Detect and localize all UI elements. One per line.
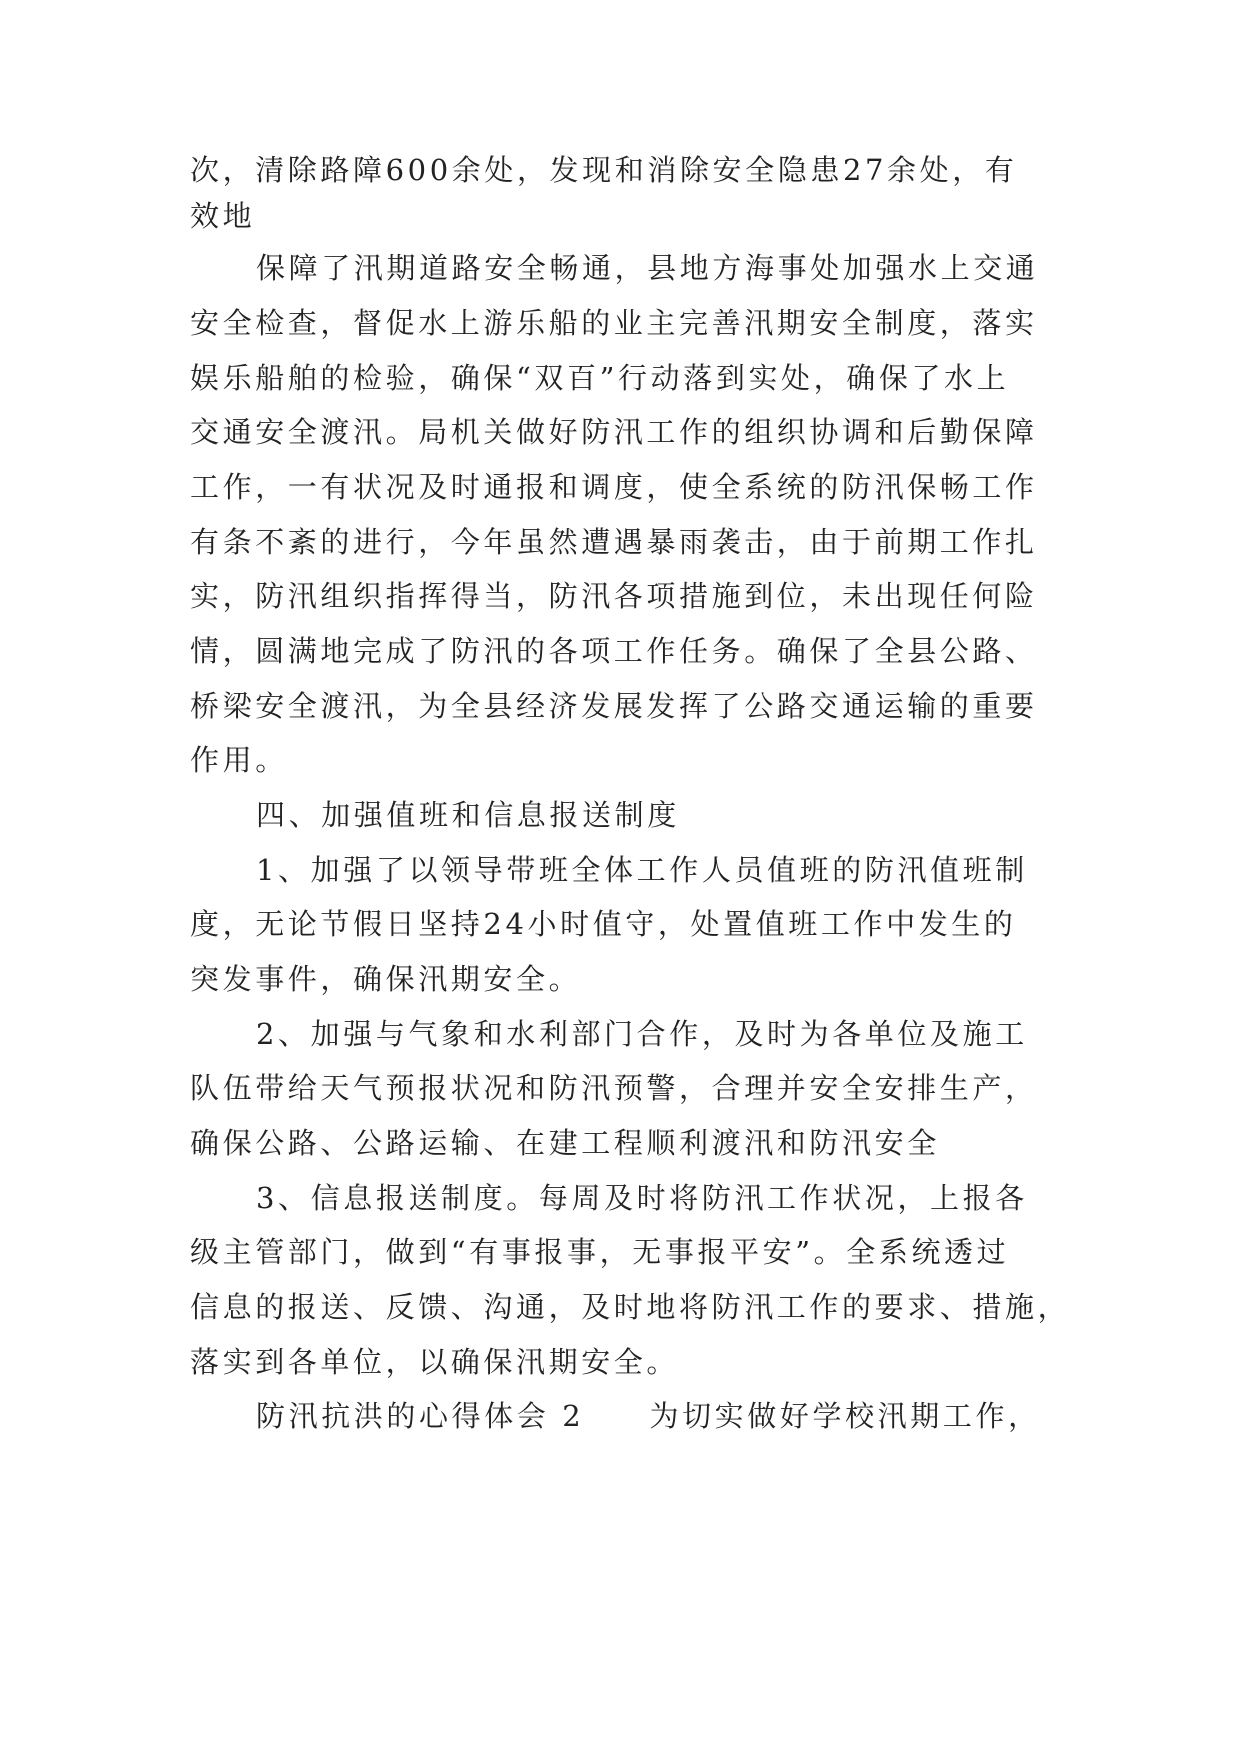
text-line: 作用。 xyxy=(190,743,288,777)
paragraph-start: 3、信息报送制度。每周及时将防汛工作状况，上报各 xyxy=(256,1181,1028,1215)
text-line: 效地 xyxy=(190,199,256,233)
text-line: 实，防汛组织指挥得当，防汛各项措施到位，未出现任何险 xyxy=(190,579,1038,613)
paragraph-start: 保障了汛期道路安全畅通，县地方海事处加强水上交通 xyxy=(256,251,1039,285)
text-line: 情，圆满地完成了防汛的各项工作任务。确保了全县公路、 xyxy=(190,634,1038,668)
text-line: 次，清除路障600余处，发现和消除安全隐患27余处，有 xyxy=(190,153,1018,187)
text-line: 娱乐船舶的检验，确保“双百”行动落到实处，确保了水上 xyxy=(190,361,1010,395)
paragraph-start: 2、加强与气象和水利部门合作，及时为各单位及施工 xyxy=(256,1017,1028,1051)
text-line: 落实到各单位，以确保汛期安全。 xyxy=(190,1345,680,1379)
text-line: 安全检查，督促水上游乐船的业主完善汛期安全制度，落实 xyxy=(190,306,1038,340)
text-line: 信息的报送、反馈、沟通，及时地将防汛工作的要求、措施， xyxy=(190,1290,1071,1324)
section-heading: 四、加强值班和信息报送制度 xyxy=(256,798,680,832)
text-line: 突发事件，确保汛期安全。 xyxy=(190,962,582,996)
text-line: 有条不紊的进行，今年虽然遭遇暴雨袭击，由于前期工作扎 xyxy=(190,525,1038,559)
text-line: 工作，一有状况及时通报和调度，使全系统的防汛保畅工作 xyxy=(190,470,1038,504)
text-line: 交通安全渡汛。局机关做好防汛工作的组织协调和后勤保障 xyxy=(190,415,1038,449)
paragraph-start: 1、加强了以领导带班全体工作人员值班的防汛值班制 xyxy=(256,853,1028,887)
text-line: 确保公路、公路运输、在建工程顺利渡汛和防汛安全 xyxy=(190,1126,940,1160)
text-line: 级主管部门，做到“有事报事，无事报平安”。全系统透过 xyxy=(190,1235,1010,1269)
text-line: 度，无论节假日坚持24小时值守，处置值班工作中发生的 xyxy=(190,907,1017,941)
text-line: 队伍带给天气预报状况和防汛预警，合理并安全安排生产， xyxy=(190,1071,1038,1105)
text-line: 桥梁安全渡汛，为全县经济发展发挥了公路交通运输的重要 xyxy=(190,689,1038,723)
paragraph-start: 防汛抗洪的心得体会 2 为切实做好学校汛期工作， xyxy=(256,1399,1041,1433)
